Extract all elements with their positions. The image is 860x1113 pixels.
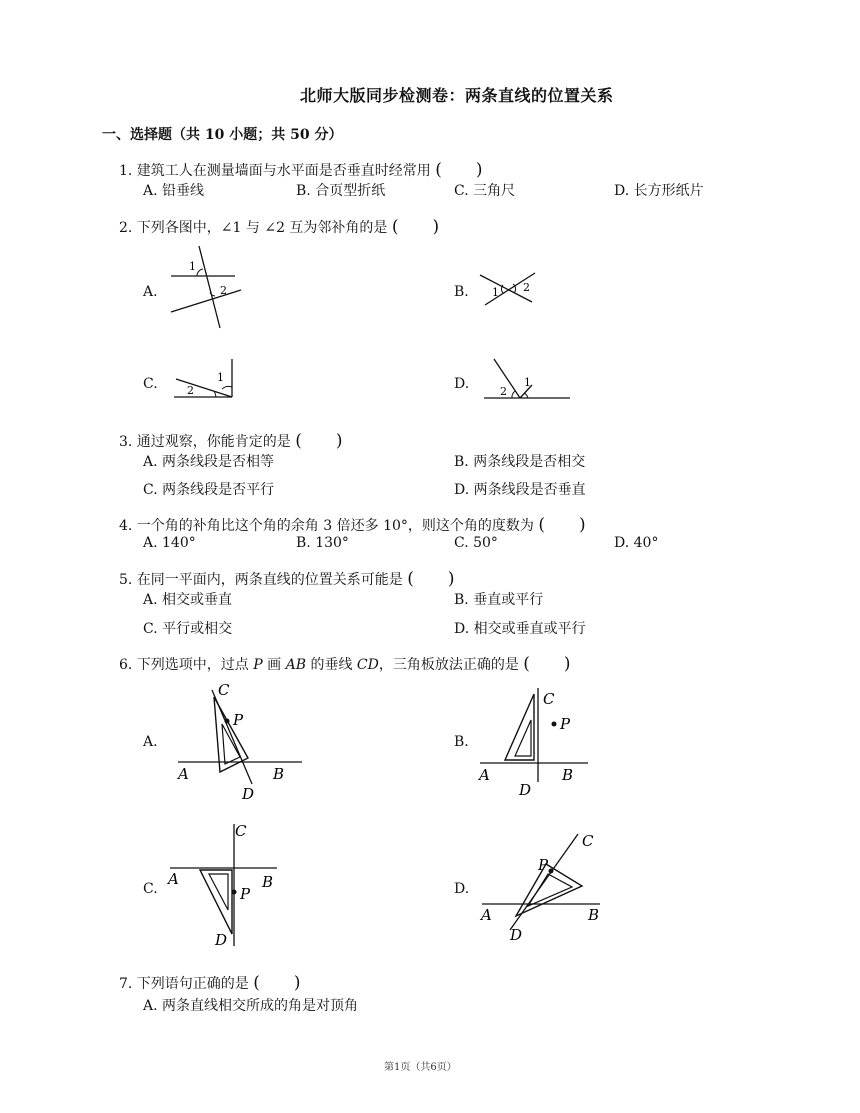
q2-option-b-label: B. [454,284,469,300]
page-title: 北师大版同步检测卷：两条直线的位置关系 [300,86,614,105]
question-1-text: 1. 建筑工人在测量墙面与水平面是否垂直时经常用 [119,163,431,179]
question-5-text: 5. 在同一平面内，两条直线的位置关系可能是 [119,572,403,588]
question-6-text-post: ，三角板放法正确的是 [378,657,519,673]
line-ab: AB [285,657,306,673]
q3-option-c: C. 两条线段是否平行 [143,482,275,498]
q1-option-d: D. 长方形纸片 [614,183,704,199]
q5-option-d: D. 相交或垂直或平行 [454,621,586,637]
answer-bracket: ( ) [407,569,455,589]
question-3-text: 3. 通过观察，你能肯定的是 [119,434,291,450]
label-c: C [582,832,594,850]
label-c: C [218,681,230,699]
question-6-stem [119,649,571,674]
q2-option-d-label: D. [454,376,470,392]
question-6-text-mid2: 的垂线 [310,657,353,673]
label-b: B [262,873,274,891]
label-p: P [538,856,549,874]
point-p: P [253,657,263,673]
angle-1-label: 1 [524,376,531,389]
q1-option-b: B. 合页型折纸 [296,183,386,199]
label-p: P [560,715,571,733]
q6-option-a-label: A. [143,734,158,750]
q1-option-c: C. 三角尺 [454,183,516,199]
answer-bracket: ( ) [391,217,440,237]
angle-2-label: 2 [220,284,227,297]
answer-bracket: ( ) [523,654,571,674]
question-6-text-pre: 6. 下列选项中，过点 [119,657,249,673]
q6-figure-a [170,680,310,805]
q2-figure-d [480,355,575,403]
question-5-stem [119,564,455,589]
q3-option-d: D. 两条线段是否垂直 [454,482,586,498]
question-1-stem [119,155,483,180]
answer-bracket: ( ) [253,973,301,993]
page-footer: 第1页（共6页） [384,1062,457,1073]
label-d: D [215,931,228,949]
question-7-text: 7. 下列语句正确的是 [119,976,249,992]
q1-option-a: A. 铅垂线 [143,183,205,199]
label-b: B [588,906,600,924]
q3-option-b: B. 两条线段是否相交 [454,454,586,470]
q6-option-c-label: C. [143,881,158,897]
angle-1-label: 1 [217,371,224,384]
label-p: P [240,885,251,903]
label-a: A [479,766,490,784]
question-3-stem [119,426,343,451]
q2-figure-c [170,355,240,400]
q6-option-b-label: B. [454,734,469,750]
angle-1-label: 1 [492,286,499,299]
angle-1-label: 1 [189,260,196,273]
angle-2-label: 2 [500,385,507,398]
label-c: C [235,822,247,840]
question-4-text: 4. 一个角的补角比这个角的余角 3 倍还多 10°，则这个角的度数为 [119,518,534,534]
q2-figure-a [165,240,245,330]
label-a: A [178,765,189,783]
label-b: B [562,766,574,784]
q6-figure-c [162,818,287,950]
angle-2-label: 2 [523,281,530,294]
label-a: A [168,870,179,888]
q2-figure-b [475,265,545,310]
q5-option-c: C. 平行或相交 [143,621,233,637]
section-heading: 一、选择题（共 10 小题；共 50 分） [102,127,343,143]
q6-figure-b [470,682,595,800]
q5-option-a: A. 相交或垂直 [143,592,233,608]
q4-option-c: C. 50° [454,535,498,551]
question-6-text-mid1: 画 [267,657,282,673]
q6-option-d-label: D. [454,881,470,897]
angle-2-label: 2 [187,384,194,397]
q7-option-a: A. 两条直线相交所成的角是对顶角 [143,998,359,1014]
label-d: D [510,926,523,944]
label-a: A [481,906,492,924]
answer-bracket: ( ) [435,160,483,180]
q3-option-a: A. 两条线段是否相等 [143,454,275,470]
label-d: D [242,785,255,803]
q2-option-c-label: C. [143,376,158,392]
q6-figure-d [476,826,611,946]
line-cd: CD [356,657,379,673]
q4-option-d: D. 40° [614,535,659,551]
label-b: B [273,765,285,783]
question-7-stem [119,968,301,993]
label-d: D [519,781,532,799]
q5-option-b: B. 垂直或平行 [454,592,544,608]
q4-option-b: B. 130° [296,535,349,551]
answer-bracket: ( ) [538,515,586,535]
question-2-text: 2. 下列各图中，∠1 与 ∠2 互为邻补角的是 [119,220,388,236]
label-c: C [543,690,555,708]
question-2-stem [119,212,439,237]
answer-bracket: ( ) [295,431,343,451]
q4-option-a: A. 140° [143,535,196,551]
q2-option-a-label: A. [143,284,158,300]
label-p: P [233,711,244,729]
question-4-stem [119,510,586,535]
